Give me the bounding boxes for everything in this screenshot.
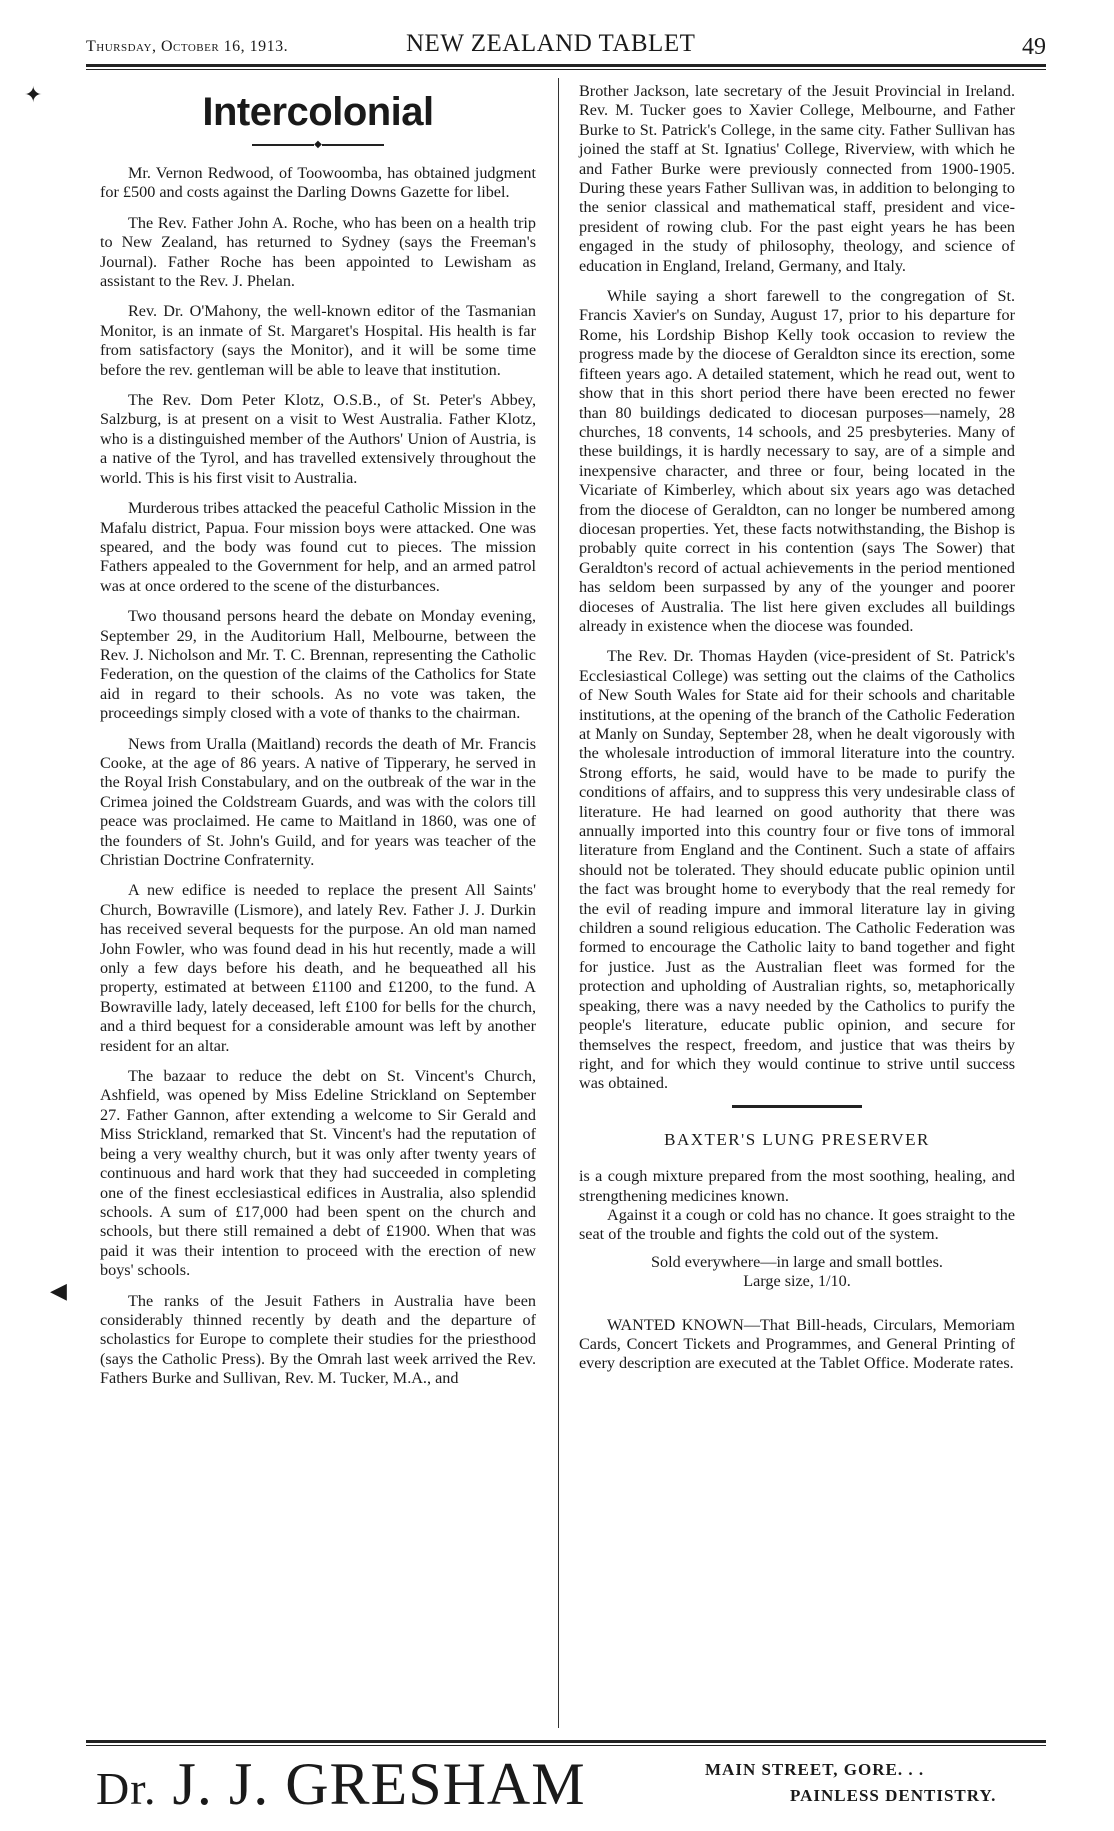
title-ornament — [100, 138, 536, 152]
article-paragraph: The Rev. Dom Peter Klotz, O.S.B., of St. Peter's Abbey, Salzburg, is at present on a visit to West Australia. Father Klotz, who is a distinguished member of the Authors' Union of Austria, is a native of the Tyrol, and has travelled extensively throughout the world. This is his first visit to Australia. — [100, 391, 536, 487]
page-header — [86, 30, 1046, 64]
article-paragraph: Mr. Vernon Redwood, of Toowoomba, has obtained judgment for £500 and costs against the Darling Downs Gazette for libel. — [100, 164, 536, 202]
article-paragraph: The ranks of the Jesuit Fathers in Australia have been considerably thinned recently by death and the departure of scholastics for Europe to complete their studies for the priesthood (says the Catholic Press). By the Omrah last week arrived the Rev. Fathers Burke and Sullivan, Rev. M. Tucker, M.A., and — [100, 1291, 536, 1388]
advert-text: Sold everywhere—in large and small bottles. — [651, 1252, 943, 1271]
advert-text: Against it a cough or cold has no chance. It goes straight to the seat of the trouble and fights the cold out of the system. — [579, 1205, 1015, 1244]
advert-text: is a cough mixture prepared from the most soothing, healing, and strengthening medicines known. — [579, 1167, 1015, 1205]
footer-rule-thin — [86, 1745, 1046, 1746]
page-number: 49 — [1022, 34, 1046, 60]
article-paragraph: The Rev. Father John A. Roche, who has been on a health trip to New Zealand, has returned to Sydney (says the Freeman's Journal). Father Roche has been appointed to Lewisham as assistant to the Rev. J. Phelan. — [100, 213, 536, 291]
article-paragraph: A new edifice is needed to replace the present All Saints' Church, Bowraville (Lismore), and lately Rev. Father J. J. Durkin has received several bequests for the purpose. An old man named John Fowler, who was found dead in his hut recently, made a will only a few days before his death, and he bequeathed all his property, estimated at between £1100 and £1200, to the fund. A Bowraville lady, lately deceased, left £100 for bells for the church, and a third bequest for a considerable amount was left by another resident for an altar. — [100, 881, 536, 1055]
dentist-address: MAIN STREET, GORE. . . — [705, 1760, 925, 1779]
header-rule-thin — [86, 69, 1046, 70]
article-paragraph: Murderous tribes attacked the peaceful Catholic Mission in the Mafalu district, Papua. Four mission boys were attacked. One was speared, and the body was found cut to pieces. The mission Fathers appealed to the Government for help, and an armed patrol was at once ordered to the scene of the disturbances. — [100, 499, 536, 595]
wanted-known-advert: WANTED KNOWN—That Bill-heads, Circulars, Memoriam Cards, Concert Tickets and Programmes, and General Printing of every description are executed at the Tablet Office. Moderate rates. — [579, 1315, 1015, 1373]
section-separator — [732, 1105, 862, 1108]
article-paragraph: Rev. Dr. O'Mahony, the well-known editor of the Tasmanian Monitor, is an inmate of St. Margaret's Hospital. His health is far from satisfactory (says the Monitor), and it will be some time before the rev. gentleman will be able to leave that institution. — [100, 302, 536, 379]
article-paragraph: The Rev. Dr. Thomas Hayden (vice-president of St. Patrick's Ecclesiastical College) was setting out the claims of the Catholics of New South Wales for State aid for their schools and charitable institutions, at the opening of the branch of the Catholic Federation at Manly on Sunday, September 28, when he dealt vigorously with the wholesale introduction of immoral literature into the country. Strong efforts, he said, would have to be made to purify the conditions of affairs, and to suppress this very undesirable class of literature. He had learned on good authority that there was annually imported into this country four or five tons of immoral literature from England and the Continent. Such a state of affairs should not be tolerated. They should educate public opinion until the fact was brought home to everybody that the real remedy for the evil of reading impure and immoral literature lay in giving children a sound religious education. The Catholic Federation was formed to encourage the Catholic laity to band together and fight for justice. Just as the Australian fleet was formed for the protection and upholding of Australian rights, so, metaphorically speaking, there was a navy needed by the Catholics to purify the people's literature, educate public opinion, and secure for themselves the respect, freedom, and justice that was theirs by right, and for which they would continue to strive until success was obtained. — [579, 647, 1015, 1093]
header-rule — [86, 64, 1046, 67]
article-paragraph: The bazaar to reduce the debt on St. Vincent's Church, Ashfield, was opened by Miss Edeline Strickland on September 27. Father Gannon, after extending a welcome to Sir Gerald and Miss Strickland, remarked that St. Vincent's had the reputation of being a very wealthy church, but it was only after twenty years of continuous and hard work that they had succeeded in completing one of the finest ecclesiastical edifices in Australia, also splendid schools. A sum of £17,000 had been spent on the church and schools, but there still remained a debt of £1900. When that was paid it was their intention to proceed with the erection of new boys' schools. — [100, 1067, 536, 1280]
article-paragraph: Two thousand persons heard the debate on Monday evening, September 29, in the Auditorium Hall, Melbourne, between the Rev. J. Nicholson and Mr. T. C. Brennan, representing the Catholic Federation, on the question of the claims of the Catholics for State aid in regard to their schools. As no vote was taken, the proceedings simply closed with a vote of thanks to the chairman. — [100, 607, 536, 723]
article-paragraph: Brother Jackson, late secretary of the Jesuit Provincial in Ireland. Rev. M. Tucker goes to Xavier College, Melbourne, and Father Burke to St. Patrick's College, in the same city. Father Sullivan has joined the staff at St. Ignatius' College, Riverview, with which he and Father Burke were previously connected from 1900-1905. During these years Father Sullivan was, in addition to belonging to the senior classical and mathematical staff, president and vice-president of rowing club. For the past eight years he has been engaged in the study of philosophy, theology, and science of education in England, Ireland, Germany, and Italy. — [579, 82, 1015, 275]
advert-price: Large size, 1/10. — [743, 1272, 851, 1291]
diamond-icon: ◆ — [314, 139, 322, 150]
margin-mark-icon: ✦ — [24, 82, 43, 107]
advert-title: BAXTER'S LUNG PRESERVER — [664, 1129, 930, 1149]
right-column — [579, 82, 1015, 1385]
article-paragraph: News from Uralla (Maitland) records the death of Mr. Francis Cooke, at the age of 86 years. A native of Tipperary, he served in the Royal Irish Constabulary, and on the outbreak of the war in the Crimea joined the Coldstream Guards, and was with the colors till peace was proclaimed. He came to Maitland in 1860, was one of the founders of St. John's Guild, and for years was teacher of the Christian Doctrine Confraternity. — [100, 734, 536, 869]
publication-title: NEW ZEALAND TABLET — [406, 30, 696, 57]
column-divider — [558, 78, 559, 1728]
dentist-name: Dr. J. J. GRESHAM — [96, 1751, 586, 1817]
section-title: Intercolonial — [202, 90, 434, 134]
left-column — [100, 82, 536, 1400]
margin-mark-icon: ◀ — [50, 1278, 67, 1303]
dentist-service: PAINLESS DENTISTRY. — [790, 1786, 997, 1805]
issue-date: Thursday, October 16, 1913. — [86, 38, 289, 55]
article-paragraph: While saying a short farewell to the congregation of St. Francis Xavier's on Sunday, August 17, prior to his departure for Rome, his Lordship Bishop Kelly took occasion to review the progress made by the diocese of Geraldton since its erection, some fifteen years ago. A detailed statement, which he read out, went to show that in this short period there have been erected no fewer than 80 buildings dedicated to diocesan purposes—namely, 28 churches, 18 convents, 14 schools, and 25 presbyteries. Many of these buildings, it is hardly necessary to say, are of a simple and inexpensive character, and three or four, being located in the Vicariate of Kimberley, which about six years ago was detached from the diocese of Geraldton, can no longer be numbered among diocesan properties. Yet, these facts notwithstanding, the Bishop is probably quite correct in his contention (says The Sower) that Geraldton's record of actual achievements in the period mentioned has seldom been surpassed by any of the younger and poorer dioceses of Australia. The list here given excludes all buildings already in existence when the diocese was founded. — [579, 287, 1015, 635]
footer-rule — [86, 1740, 1046, 1743]
